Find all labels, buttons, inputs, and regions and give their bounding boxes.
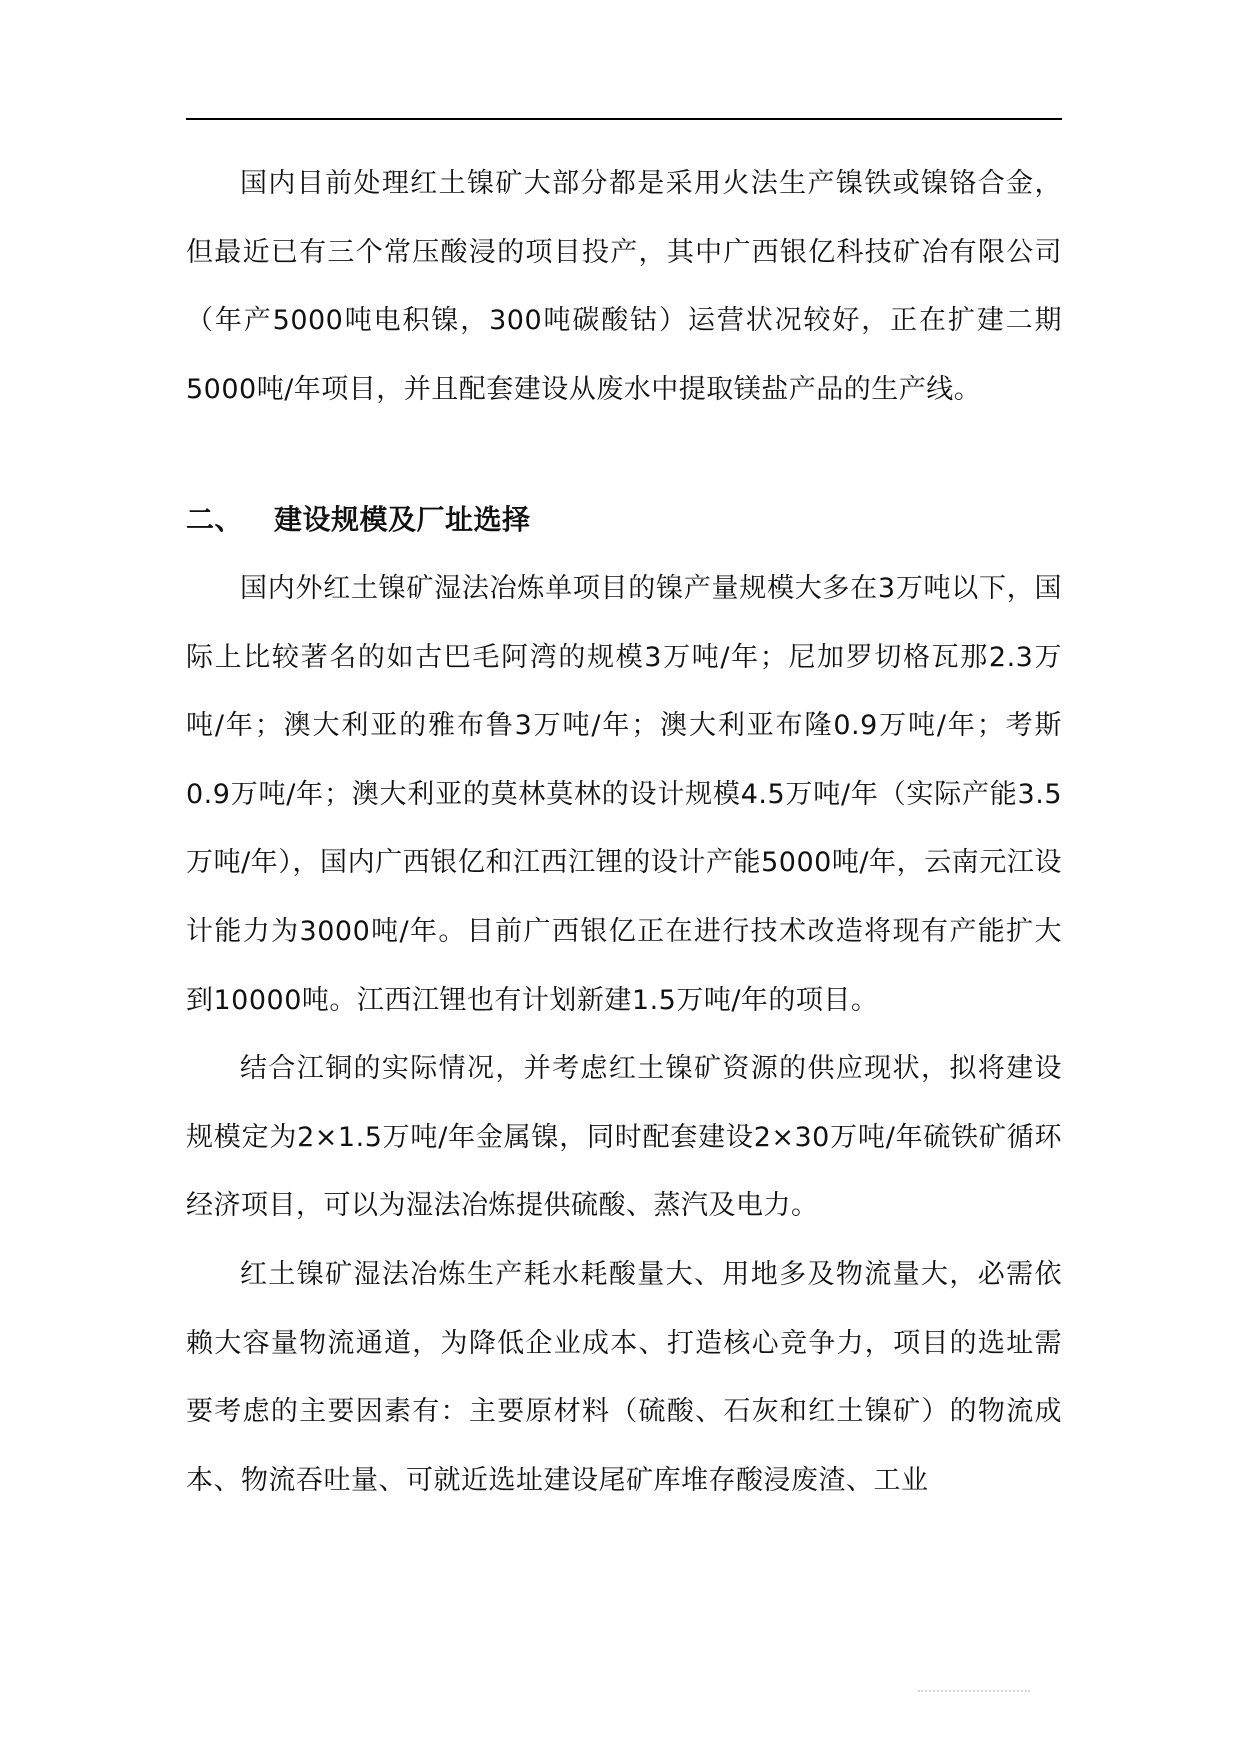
paragraph: 结合江铜的实际情况，并考虑红土镍矿资源的供应现状，拟将建设规模定为2×1.5万吨/年金属镍，同时配套建设2×30万吨/年硫铁矿循环经济项目，可以为湿法冶炼提供硫酸、蒸汽及电力。	[186, 1053, 1062, 1222]
section-title: 建设规模及厂址选择	[274, 503, 531, 537]
header-rule	[186, 118, 1062, 120]
footer-watermark	[918, 1690, 1030, 1692]
document-body	[186, 150, 1062, 1515]
paragraph: 国内外红土镍矿湿法冶炼单项目的镍产量规模大多在3万吨以下，国际上比较著名的如古巴毛阿湾的规模3万吨/年；尼加罗切格瓦那2.3万吨/年；澳大利亚的雅布鲁3万吨/年；澳大利亚布隆0.9万吨/年；考斯0.9万吨/年；澳大利亚的莫林莫林的设计规模4.5万吨/年（实际产能3.5万吨/年），国内广西银亿和江西江锂的设计产能5000吨/年，云南元江设计能力为3000吨/年。目前广西银亿正在进行技术改造将现有产能扩大到10000吨。江西江锂也有计划新建1.5万吨/年的项目。	[186, 572, 1062, 1016]
paragraph: 国内目前处理红土镍矿大部分都是采用火法生产镍铁或镍铬合金，但最近已有三个常压酸浸的项目投产，其中广西银亿科技矿冶有限公司（年产5000吨电积镍，300吨碳酸钴）运营状况较好，正在扩建二期5000吨/年项目，并且配套建设从废水中提取镁盐产品的生产线。	[186, 168, 1062, 405]
paragraph: 红土镍矿湿法冶炼生产耗水耗酸量大、用地多及物流量大，必需依赖大容量物流通道，为降低企业成本、打造核心竞争力，项目的选址需要考虑的主要因素有：主要原材料（硫酸、石灰和红土镍矿）的物流成本、物流吞吐量、可就近选址建设尾矿库堆存酸浸废渣、工业	[186, 1258, 1062, 1496]
section-heading	[186, 486, 1062, 555]
section-number: 二、	[186, 503, 244, 537]
